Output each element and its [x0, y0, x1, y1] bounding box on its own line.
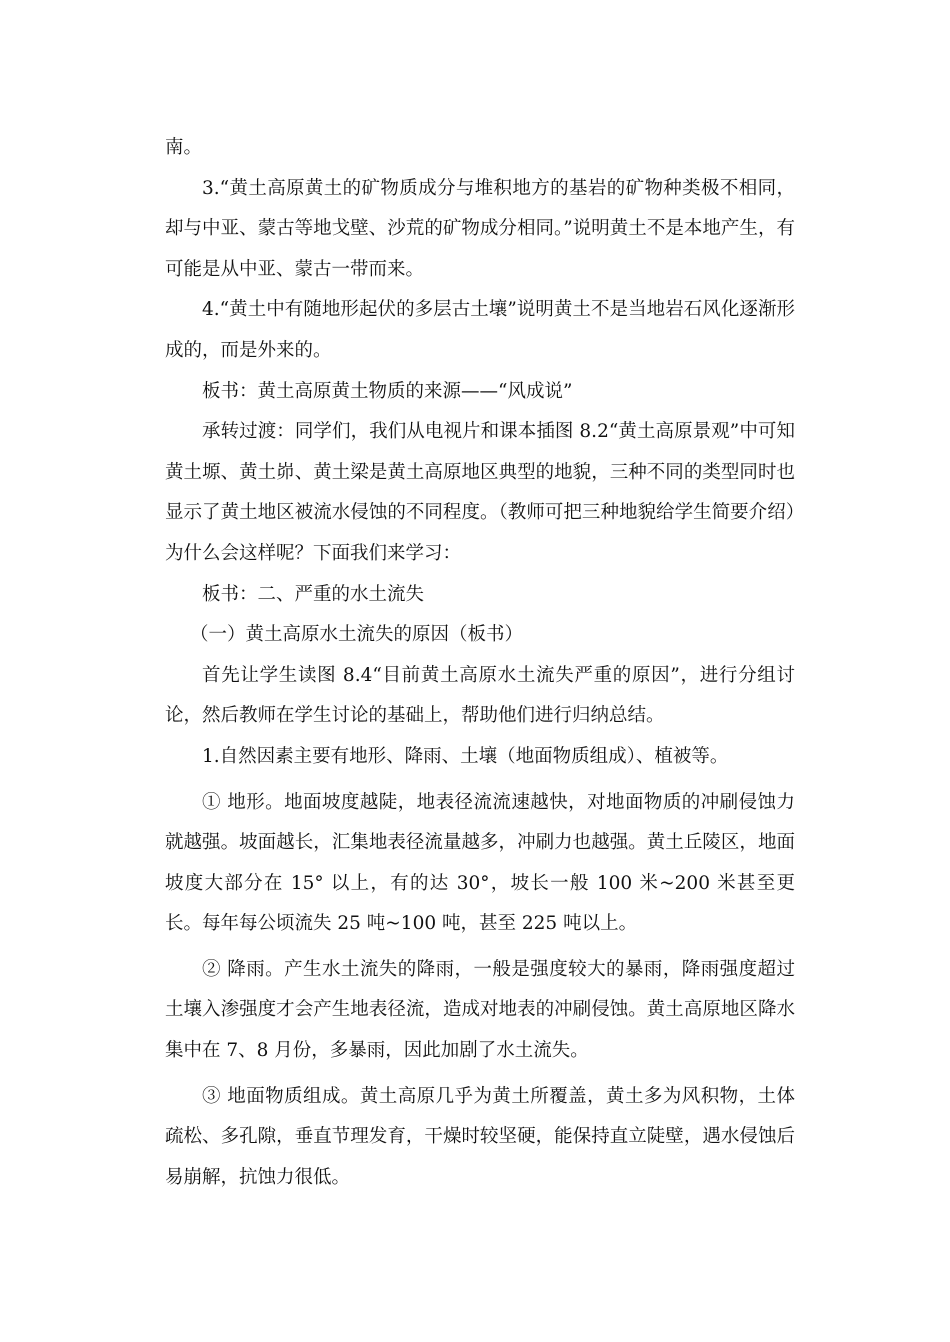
paragraph-point-4: 4.“黄土中有随地形起伏的多层古土壤”说明黄土不是当地岩石风化逐渐形成的，而是外来的。	[165, 299, 795, 361]
paragraph-transition: 承转过渡：同学们，我们从电视片和课本插图 8.2“黄土高原景观”中可知黄土塬、黄土峁、黄土梁是黄土高原地区典型的地貌，三种不同的类型同时也显示了黄土地区被流水侵蚀的不同程度。（教师可把三种地貌给学生简要介绍）为什么会这样呢？下面我们来学习：	[165, 421, 795, 564]
paragraph-natural-factors: 1.自然因素主要有地形、降雨、土壤（地面物质组成）、植被等。	[202, 745, 729, 767]
paragraph-continuation: 南。	[165, 137, 203, 158]
paragraph-board-source: 板书：黄土高原黄土物质的来源——“风成说”	[202, 380, 573, 402]
paragraph-rainfall: ② 降雨。产生水土流失的降雨，一般是强度较大的暴雨，降雨强度超过土壤入渗强度才会产生地表径流，造成对地表的冲刷侵蚀。黄土高原地区降水集中在 7、8 月份，多暴雨，因此加剧了水土流失。	[165, 958, 795, 1062]
paragraph-point-3: 3.“黄土高原黄土的矿物质成分与堆积地方的基岩的矿物种类极不相同，却与中亚、蒙古等地戈壁、沙荒的矿物成分相同。”说明黄土不是本地产生，有可能是从中亚、蒙古一带而来。	[165, 177, 795, 280]
document-body	[165, 128, 795, 1198]
paragraph-read-figure: 首先让学生读图 8.4“目前黄土高原水土流失严重的原因”，进行分组讨论，然后教师在学生讨论的基础上，帮助他们进行归纳总结。	[165, 664, 795, 727]
paragraph-terrain: ① 地形。地面坡度越陡，地表径流流速越快，对地面物质的冲刷侵蚀力就越强。坡面越长，汇集地表径流量越多，冲刷力也越强。黄土丘陵区，地面坡度大部分在 15° 以上，有的达 30°，坡长一般 100 米~200 米甚至更长。每年每公顷流失 25 吨~100 吨，甚至 225 吨以上。	[165, 791, 795, 935]
paragraph-section-causes: （一）黄土高原水土流失的原因（板书）	[190, 624, 524, 646]
paragraph-board-erosion: 板书：二、严重的水土流失	[202, 583, 425, 605]
paragraph-ground-material: ③ 地面物质组成。黄土高原几乎为黄土所覆盖，黄土多为风积物，土体疏松、多孔隙，垂直节理发育，干燥时较坚硬，能保持直立陡壁，遇水侵蚀后易崩解，抗蚀力很低。	[165, 1085, 795, 1188]
